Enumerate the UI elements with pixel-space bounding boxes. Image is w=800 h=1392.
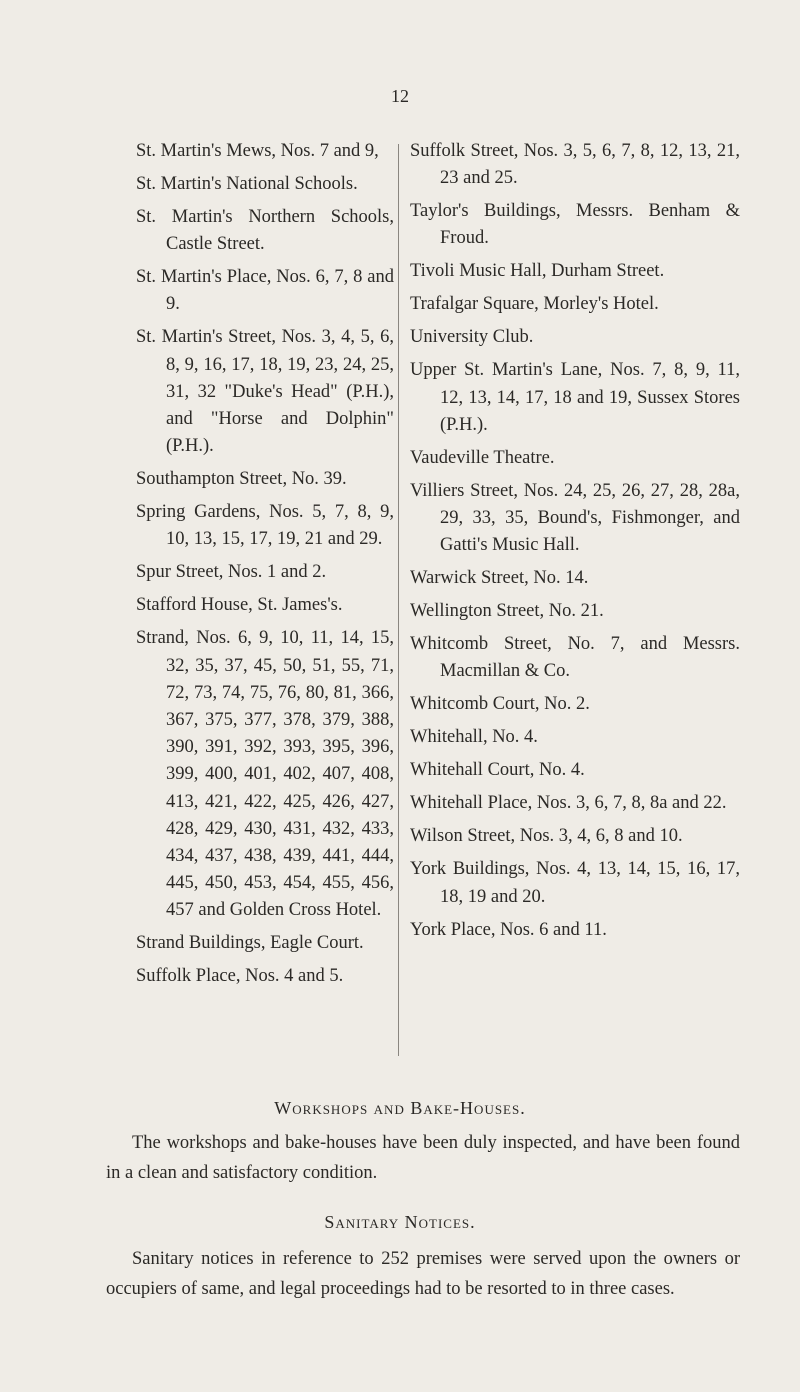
left-column xyxy=(136,138,394,996)
column-divider xyxy=(398,144,399,1056)
list-item: St. Martin's Northern Schools, Castle Street. xyxy=(136,207,394,255)
premises-list xyxy=(136,138,740,1060)
list-item: Strand, Nos. 6, 9, 10, 11, 14, 15, 32, 35, 37, 45, 50, 51, 55, 71, 72, 73, 74, 75, 76, 80, 81, 366, 367, 375, 377, 378, 379, 388, 390, 391, 392, 393, 395, 396, 399, 400, 401, 402, 407, 408, 413, 421, 422, 425, 426, 427, 428, 429, 430, 431, 432, 433, 434, 437, 438, 439, 441, 444, 445, 450, 453, 454, 455, 456, 457 and Golden Cross Hotel. xyxy=(136,628,394,921)
list-item: Tivoli Music Hall, Durham Street. xyxy=(410,261,665,282)
list-item: Vaudeville Theatre. xyxy=(410,447,555,468)
list-item: York Place, Nos. 6 and 11. xyxy=(410,919,607,940)
list-item: Wellington Street, No. 21. xyxy=(410,601,604,622)
workshops-heading: Workshops and Bake-Houses. xyxy=(274,1098,526,1118)
list-item: Suffolk Street, Nos. 3, 5, 6, 7, 8, 12, 13, 21, 23 and 25. xyxy=(410,141,740,189)
list-item: York Buildings, Nos. 4, 13, 14, 15, 16, 17, 18, 19 and 20. xyxy=(410,859,740,907)
list-item: Villiers Street, Nos. 24, 25, 26, 27, 28, 28a, 29, 33, 35, Bound's, Fishmonger, and Gatti's Music Hall. xyxy=(410,480,740,556)
list-item: Whitehall Place, Nos. 3, 6, 7, 8, 8a and 22. xyxy=(410,793,727,814)
list-item: Whitehall Court, No. 4. xyxy=(410,760,585,781)
list-item: Whitcomb Street, No. 7, and Messrs. Macmillan & Co. xyxy=(410,634,740,682)
list-item: Trafalgar Square, Morley's Hotel. xyxy=(410,294,659,315)
workshops-paragraph: The workshops and bake-houses have been duly inspected, and have been found in a clean and satisfactory condition. xyxy=(106,1133,740,1183)
list-item: Southampton Street, No. 39. xyxy=(136,469,347,490)
list-item: St. Martin's Place, Nos. 6, 7, 8 and 9. xyxy=(136,267,394,315)
list-item: Stafford House, St. James's. xyxy=(136,595,343,616)
list-item: Wilson Street, Nos. 3, 4, 6, 8 and 10. xyxy=(410,826,683,847)
list-item: St. Martin's Mews, Nos. 7 and 9, xyxy=(136,141,379,161)
sanitary-paragraph: Sanitary notices in reference to 252 premises were served upon the owners or occupiers of same, and legal proceedings had to be resorted to in three cases. xyxy=(106,1249,740,1299)
list-item: Spur Street, Nos. 1 and 2. xyxy=(136,562,327,583)
right-column xyxy=(410,138,740,950)
list-item: Upper St. Martin's Lane, Nos. 7, 8, 9, 11, 12, 13, 14, 17, 18 and 19, Sussex Stores (P.H.). xyxy=(410,360,740,435)
list-item: Spring Gardens, Nos. 5, 7, 8, 9, 10, 13, 15, 17, 19, 21 and 29. xyxy=(136,502,394,550)
list-item: Whitehall, No. 4. xyxy=(410,727,538,748)
list-item: Whitcomb Court, No. 2. xyxy=(410,694,590,715)
list-item: Warwick Street, No. 14. xyxy=(410,568,589,589)
list-item: Suffolk Place, Nos. 4 and 5. xyxy=(136,966,344,987)
list-item: Strand Buildings, Eagle Court. xyxy=(136,933,364,954)
list-item: St. Martin's National Schools. xyxy=(136,174,358,194)
workshops-section xyxy=(106,1128,740,1188)
list-item: St. Martin's Street, Nos. 3, 4, 5, 6, 8, 9, 16, 17, 18, 19, 23, 24, 25, 31, 32 "Duke's Head" (P.H.), and "Horse and Dolphin" (P.H.). xyxy=(136,327,394,457)
list-item: University Club. xyxy=(410,327,534,348)
list-item: Taylor's Buildings, Messrs. Benham & Froud. xyxy=(410,201,740,249)
sanitary-section xyxy=(106,1244,740,1304)
page-number: 12 xyxy=(391,86,409,106)
sanitary-heading: Sanitary Notices. xyxy=(324,1212,476,1232)
